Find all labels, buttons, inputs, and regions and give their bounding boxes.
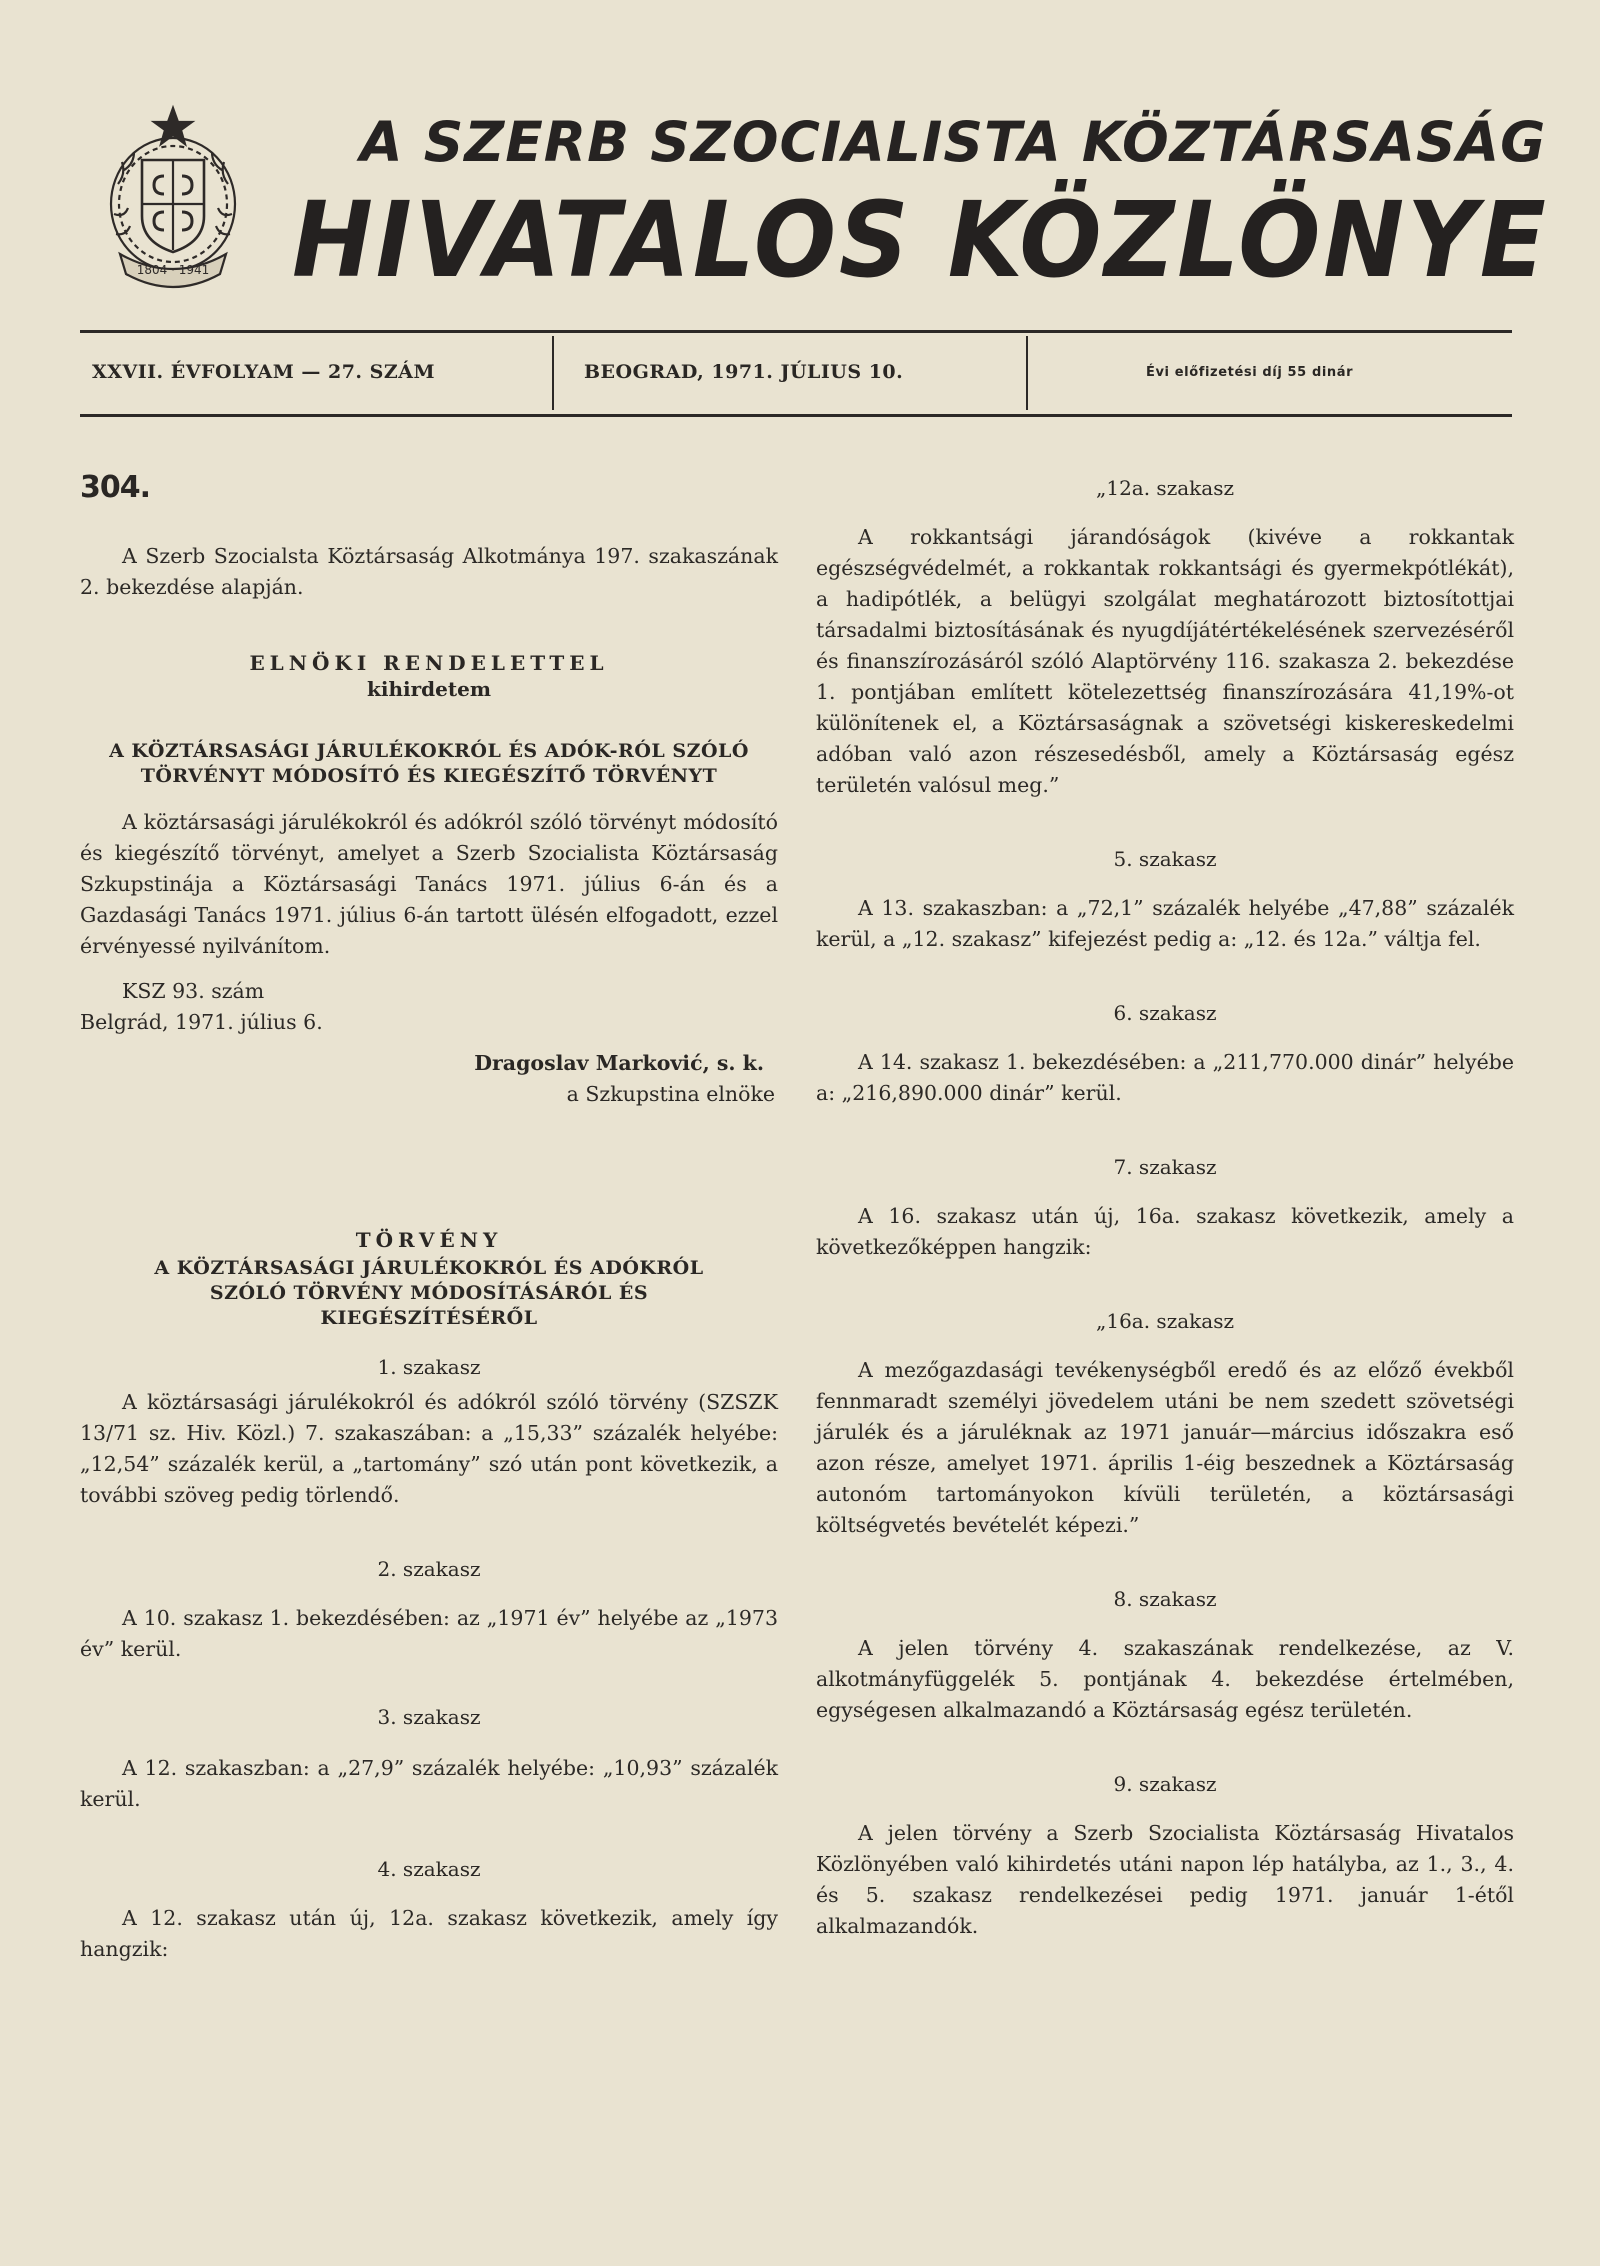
decree-title: ELNÖKI RENDELETTEL — [249, 651, 609, 675]
section-text: A jelen törvény 4. szakaszának rendelkezése, az V. alkotmányfüggelék 5. pontjának 4. bekezdése értelmében, egységesen alkalmazandó a Köztársaság egész területén. — [816, 1636, 1514, 1722]
decree-subtitle: kihirdetem — [367, 677, 491, 701]
section-text: A 13. szakaszban: a „72,1” százalék helyébe „47,88” százalék kerül, a „12. szakasz” kifejezést pedig a: „12. és 12a.” váltja fel. — [816, 896, 1514, 951]
decree-heading: A KÖZTÁRSASÁGI JÁRULÉKOKRÓL ÉS ADÓK-RÓL SZÓLÓ TÖRVÉNYT MÓDOSÍTÓ ÉS KIEGÉSZÍTŐ TÖRVÉNYT — [109, 740, 749, 787]
reference-number: KSZ 93. szám — [122, 979, 265, 1003]
section-text: A 10. szakasz 1. bekezdésében: az „1971 év” helyébe az „1973 év” kerül. — [80, 1606, 778, 1661]
section-text: A köztársasági járulékokról és adókról szóló törvény (SZSZK 13/71 sz. Hiv. Közl.) 7. szakaszában: a „15,33” százalék helyébe: „12,54” százalék kerül, a „tartomány” szó után pont következik, a további szöveg pedig törlendő. — [80, 1390, 778, 1507]
masthead-rule-bottom — [80, 414, 1512, 417]
signer-name: Dragoslav Marković, s. k. — [474, 1051, 764, 1075]
intro-paragraph: A Szerb Szocialsta Köztársaság Alkotmánya 197. szakaszának 2. bekezdése alapján. — [80, 544, 778, 599]
document-number: 304. — [80, 470, 151, 505]
masthead-divider — [1026, 336, 1028, 410]
section-title: 4. szakasz — [377, 1857, 481, 1881]
issue-number: XXVII. ÉVFOLYAM — 27. SZÁM — [92, 361, 436, 383]
section-title: 2. szakasz — [377, 1557, 481, 1581]
section-text: A 16. szakasz után új, 16a. szakasz következik, amely a következőképpen hangzik: — [816, 1204, 1514, 1259]
masthead-rule-top — [80, 330, 1512, 333]
section-title: 1. szakasz — [377, 1355, 481, 1379]
section-title: 3. szakasz — [377, 1705, 481, 1729]
left-column — [80, 440, 778, 1965]
section-title: 7. szakasz — [1113, 1155, 1217, 1179]
section-title: „16a. szakasz — [1095, 1309, 1235, 1333]
section-title: 6. szakasz — [1113, 1001, 1217, 1025]
section-text: A rokkantsági járandóságok (kivéve a rokkantak egészségvédelmét, a rokkantak rokkantsági és gyermekpótlékát), a hadipótlék, a belügyi szolgálat meghatározott biztosítottjai társadalmi biztosításának és nyugdíjátértékelésének szervezéséről és finanszírozásáról szóló Alaptörvény 116. szakasza 2. bekezdése 1. pontjában említett kötelezettség finanszírozására 41,19%-ot különítenek el, a Köztársaságnak a szövetségi kiskereskedelmi adóban való azon részesedésből, amely a Köztársaság egész területén valósul meg.” — [816, 525, 1514, 797]
section-text: A mezőgazdasági tevékenységből eredő és az előző évekből fennmaradt személyi jövedelem utáni be nem szedett szövetségi járulék és a járuléknak az 1971 január—március időszakra eső azon része, amelyet 1971. április 1-éig beszednek a Köztársaság autonóm tartományokon kívüli területén, a köztársasági költségvetés bevételét képezi.” — [816, 1358, 1514, 1537]
decree-paragraph: A köztársasági járulékokról és adókról szóló törvényt módosító és kiegészítő törvényt, amelyet a Szerb Szocialista Köztársaság Szkupstinája a Köztársasági Tanács 1971. július 6-án és a Gazdasági Tanács 1971. július 6-án tartott ülésén elfogadott, ezzel érvényessé nyilvánítom. — [80, 810, 778, 958]
section-title: 8. szakasz — [1113, 1587, 1217, 1611]
signer-title: a Szkupstina elnöke — [566, 1082, 775, 1106]
subscription-fee: Évi előfizetési díj 55 dinár — [1146, 365, 1354, 380]
section-text: A jelen törvény a Szerb Szocialista Köztársaság Hivatalos Közlönyében való kihirdetés utáni napon lép hatályba, az 1., 3., 4. és 5. szakasz rendelkezései pedig 1971. január 1-étől alkalmazandók. — [816, 1821, 1514, 1938]
right-column — [816, 440, 1514, 1942]
reference-place-date: Belgrád, 1971. július 6. — [80, 1010, 323, 1034]
issue-date: BEOGRAD, 1971. JÚLIUS 10. — [584, 361, 904, 383]
section-text: A 12. szakasz után új, 12a. szakasz következik, amely így hangzik: — [80, 1906, 778, 1961]
coat-of-arms-icon — [102, 104, 244, 294]
svg-text:1804 · 1941: 1804 · 1941 — [136, 263, 210, 277]
law-heading: A KÖZTÁRSASÁGI JÁRULÉKOKRÓL ÉS ADÓKRÓL SZÓLÓ TÖRVÉNY MÓDOSÍTÁSÁRÓL ÉS KIEGÉSZÍTÉSÉRŐL — [154, 1257, 704, 1329]
section-title: 9. szakasz — [1113, 1772, 1217, 1796]
law-title: TÖRVÉNY — [355, 1228, 503, 1252]
masthead-divider — [552, 336, 554, 410]
masthead-line1: A SZERB SZOCIALISTA KÖZTÁRSASÁG — [360, 110, 1547, 174]
masthead-title: HIVATALOS KÖZLÖNYE — [292, 179, 1549, 301]
section-text: A 12. szakaszban: a „27,9” százalék helyébe: „10,93” százalék kerül. — [80, 1756, 778, 1811]
section-text: A 14. szakasz 1. bekezdésében: a „211,770.000 dinár” helyébe a: „216,890.000 dinár” kerül. — [816, 1050, 1514, 1105]
section-title: „12a. szakasz — [1095, 476, 1235, 500]
section-title: 5. szakasz — [1113, 847, 1217, 871]
